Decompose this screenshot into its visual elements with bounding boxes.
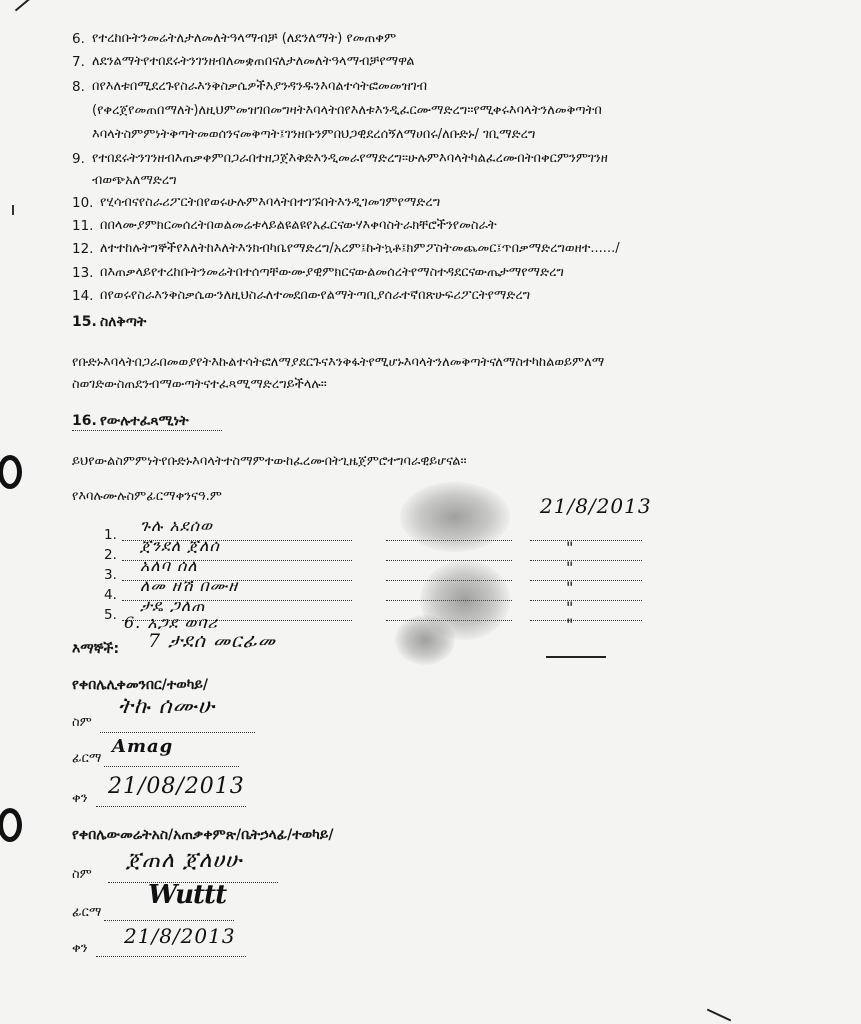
member-name-handwriting: ለመ ዘሽ በሙዘ xyxy=(140,576,239,595)
item-text-line: የሂሳብናየስራሪፖርትበየወሩሁሉምእባላትበተገኙበትእንዲገመገምየማድረግ xyxy=(100,195,441,210)
receiver-1-signature: Amag xyxy=(112,736,174,757)
section-16-body: ይህየውልስምምነትየቡድኑእባላትተስማምተውከፈረሙበትጊዜጀምሮተግባራዊይሆናል። xyxy=(72,454,467,469)
receiver-2-name-handwriting: ጀጠለ ጀለሀሁ xyxy=(126,848,243,873)
member-name-handwriting: ጀንደለ ጀለሰ xyxy=(140,536,220,555)
punch-hole xyxy=(0,455,22,489)
receiver-1-date-label: ቀን xyxy=(72,791,88,806)
item-text-line: በየእለቱበሚደረጉየስራእንቅስቃሴዎችእያንዳንዱንእባልተሳትፎመመዝገብ xyxy=(92,79,428,94)
member-number: 5. xyxy=(104,607,117,623)
item-text-line: ለተተከሉትግኞችየእለትከእለትእንክብካቤየማድረግ/አረም፤ኩትኳቶ፤ክምፖስትመጨመር፤ጥበቃማድረግወዘተ....../ xyxy=(100,241,620,256)
receiver-1-name-label: ስም xyxy=(72,715,92,730)
member-date-handwriting: " xyxy=(566,558,575,577)
item-number: 7. xyxy=(72,54,85,70)
receiver-1-title: የቀበሌሊቀመንበር/ተወካይ/ xyxy=(72,677,209,693)
member-date-handwriting: " xyxy=(566,578,575,597)
receiver-1-date-line xyxy=(96,806,246,807)
date-underline xyxy=(546,656,606,658)
receiver-2-sign-line xyxy=(104,920,234,921)
member-number: 2. xyxy=(104,547,117,563)
receiver-1-name-line xyxy=(100,732,255,733)
receiver-2-name-label: ስም xyxy=(72,867,92,882)
section-16-title: የውሉተፈጻሚነት xyxy=(100,413,189,429)
member-date-line xyxy=(530,580,642,581)
item-number: 14. xyxy=(72,288,94,304)
receiver-2-date-label: ቀን xyxy=(72,941,88,956)
receiver-1-name-handwriting: ትኩ ሰሙሁ xyxy=(118,694,216,719)
section-15-body-line-1: የቡድኑእባላትበጋራበመወያየትእኩልተሳትፎለማያደርጉናእንቅፋትየሚሆኑእባላትንለመቅጣትናለማስተካከልወይምለማ xyxy=(72,355,605,370)
item-text-line: በእጠቃላይየተረከቡትንመሬትበተሰጣቸውሙያዊምክርናውልመሰረትየማስተዳደርናውጤታማየማድረግ xyxy=(100,265,564,280)
member-date-handwriting: " xyxy=(566,615,575,634)
member-date-handwriting: 21/8/2013 xyxy=(540,494,652,518)
item-text-line: በየወሩየስራእንቅስቃሴውንለዚህስራለተመደበውየልማትጣቢያሰራተኛበጽሁፍሪፖርትየማድረግ xyxy=(100,288,531,303)
receiver-2-date-handwriting: 21/8/2013 xyxy=(124,924,236,948)
margin-tick xyxy=(12,205,14,215)
receiver-2-title: የቀበሌውመሬትአስ/አጠቃቀምጽ/ቤትኃላፊ/ተወካይ/ xyxy=(72,827,334,843)
item-text-line: የተረከቡትንመሬትለታለመለትዓላማብቻ (ለደንለማት) የመጠቀም xyxy=(92,31,397,46)
member-number: 3. xyxy=(104,567,117,583)
member-signature-line xyxy=(386,560,512,561)
member-name-handwriting: ታዴ ጋለጠ xyxy=(140,596,206,615)
item-text-line: የተበደሩትንገንዘብእጠቃቀምበጋራበተዘጋጀእቅድእንዲመራየማድረግ።ሁሉምእባላትካልፈረሙበትበቀርምንምገንዘ xyxy=(92,151,608,166)
member-date-line xyxy=(530,560,642,561)
punch-hole xyxy=(0,808,22,842)
receiver-2-sign-label: ፊርማ xyxy=(72,905,102,920)
item-number: 12. xyxy=(72,241,94,257)
witness-handwriting: 7 ታደሰ መርፊመ xyxy=(148,630,276,652)
member-name-handwriting: አለባ ሰለ xyxy=(140,556,198,575)
receiver-1-sign-label: ፊርማ xyxy=(72,751,102,766)
section-15-title: ስለቅጣት xyxy=(100,314,147,330)
item-number: 10. xyxy=(72,195,94,211)
corner-mark xyxy=(15,0,39,11)
section-15-body-line-2: ስወገድውስጠደንብማውጣትናተፈጻሚማድረግይችላሉ። xyxy=(72,377,327,392)
item-number: 11. xyxy=(72,218,94,234)
stamp-smudge xyxy=(400,482,510,552)
item-text-line: እባላትስምምነትቅጣትመወሰንናመቅጣት፤ገንዘቡንምበህጋዊደረሰኝለማሀበሩ/ለቡድኑ/ ገቢማድረግ xyxy=(92,127,536,142)
member-number: 4. xyxy=(104,587,117,603)
section-16-underline xyxy=(72,430,222,431)
member-date-handwriting: " xyxy=(566,598,575,617)
member-date-line xyxy=(530,540,642,541)
stamp-smudge xyxy=(395,615,455,665)
receiver-2-signature: Wuttt xyxy=(148,880,227,910)
member-date-line xyxy=(530,620,642,621)
signatory-header: የእባሉሙሉስምፊርማቀንናዓ.ም xyxy=(72,489,222,504)
item-text-line: ለደንልማትየተበደሩትንገንዘብለመቋጠበናለታለመለትዓላማብቻየማዋል xyxy=(92,54,415,69)
section-15-number: 15. xyxy=(72,314,97,330)
item-text-line: ብወጭአለማድረግ xyxy=(92,173,177,188)
member-name-handwriting: ጉሉ አደሰወ xyxy=(140,516,213,535)
item-number: 9. xyxy=(72,151,85,167)
receiver-1-sign-line xyxy=(104,766,239,767)
corner-mark xyxy=(707,1009,731,1022)
member-date-line xyxy=(530,600,642,601)
item-number: 8. xyxy=(72,79,85,95)
item-number: 13. xyxy=(72,265,94,281)
member-number: 1. xyxy=(104,527,117,543)
receiver-1-date-handwriting: 21/08/2013 xyxy=(108,774,245,799)
member-name-handwriting: 6. አጋደ ወባሪ xyxy=(124,613,218,632)
section-16-number: 16. xyxy=(72,413,97,429)
item-text-line: በበላሙያምክርመሰረትበወልመሬቱላይልዩልዩየአፈርናውሃእቀባስትራክቸሮችንየመስራት xyxy=(100,218,497,233)
witness-label: እማኞች: xyxy=(72,641,120,657)
item-text-line: (የቀረጀየመጠበማለት)ለዚህምመዝገበመግዛትእባላትበየእለቱእንዲፈርሙማድረግ።የሚቀሩእባላትንለመቅጣትበ xyxy=(92,103,602,118)
item-number: 6. xyxy=(72,31,85,47)
receiver-2-date-line xyxy=(96,956,246,957)
member-date-handwriting: " xyxy=(566,538,575,557)
